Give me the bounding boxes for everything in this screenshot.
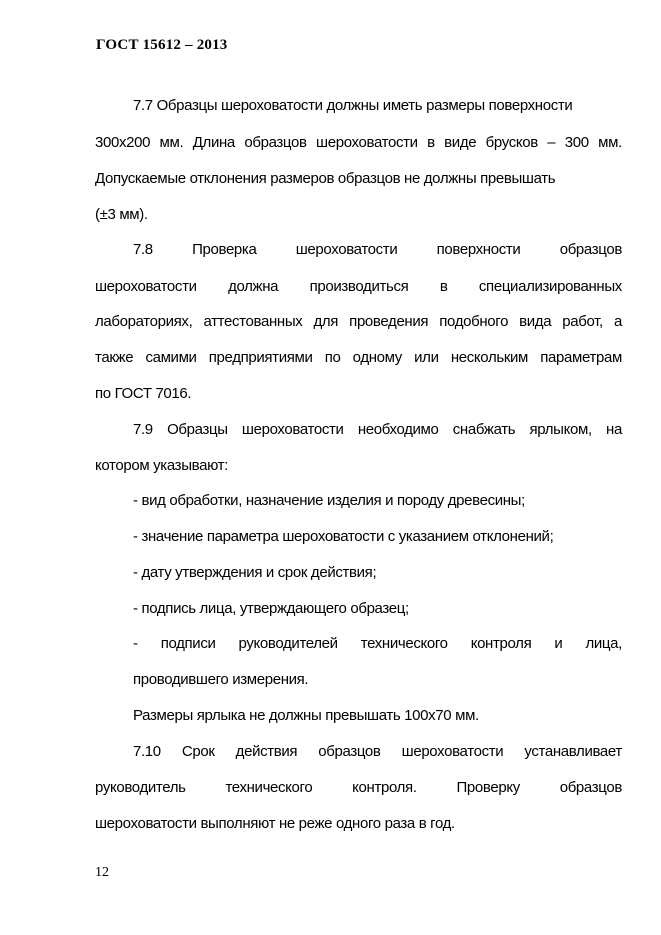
word: 300 — [564, 134, 589, 151]
word: одному — [352, 349, 402, 366]
list-item-approval-date: - дату утверждения и срок действия; — [133, 564, 377, 581]
word: 7.8 — [133, 241, 153, 258]
paragraph-7-10-line-2 — [95, 778, 622, 798]
word: шероховатости — [95, 278, 197, 295]
word: самими — [145, 349, 197, 366]
word: шероховатости — [401, 743, 504, 760]
paragraph-7-10-line-1 — [133, 742, 622, 762]
word: а — [613, 313, 622, 330]
word: брусков — [485, 134, 538, 151]
paragraph-7-9-line-2: котором указывают: — [95, 457, 228, 474]
word: специализированных — [478, 278, 622, 295]
word: мм. — [598, 134, 622, 151]
word: контроля — [470, 635, 532, 652]
paragraph-7-8-line-1 — [133, 240, 622, 260]
word: образцов — [559, 241, 622, 258]
word: виде — [444, 134, 477, 151]
word: предприятиями — [208, 349, 313, 366]
paragraph-7-7-line-1 — [133, 96, 622, 116]
list-item-supervisor-signatures-continued: проводившего измерения. — [133, 671, 309, 688]
word: 7.9 — [133, 421, 153, 438]
paragraph-7-9-line-1 — [133, 420, 622, 440]
word: или — [414, 349, 439, 366]
word: Проверка — [192, 241, 257, 258]
word: шероховатости — [316, 134, 418, 151]
word: лабораториях, — [95, 313, 193, 330]
word: - — [133, 635, 138, 652]
word: шероховатости — [295, 241, 398, 258]
word: образцов — [559, 779, 622, 796]
word: технического — [225, 779, 313, 796]
paragraph-7-8-line-3 — [95, 312, 622, 332]
list-item-parameter-value: - значение параметра шероховатости с указанием отклонений; — [133, 528, 554, 545]
word: действия — [235, 743, 298, 760]
word: проведения — [349, 313, 429, 330]
label-size-sentence: Размеры ярлыка не должны превышать 100х70 мм. — [133, 707, 479, 724]
word: Срок — [181, 743, 215, 760]
word: также — [95, 349, 134, 366]
paragraph-7-8-line-2 — [95, 277, 622, 297]
word: поверхности — [436, 241, 521, 258]
word: вида — [519, 313, 552, 330]
word: лица, — [585, 635, 622, 652]
paragraph-7-10-line-3: шероховатости выполняют не реже одного раза в год. — [95, 815, 455, 832]
word: аттестованных — [203, 313, 303, 330]
word: в — [439, 278, 448, 295]
word: шероховатости — [241, 421, 344, 438]
word: для — [313, 313, 339, 330]
word: Проверку — [456, 779, 520, 796]
word: 300х200 — [95, 134, 151, 151]
word: на — [606, 421, 622, 438]
word: в — [427, 134, 435, 151]
word: по — [324, 349, 341, 366]
word: подобного — [439, 313, 509, 330]
paragraph-7-7-line-2 — [95, 133, 622, 153]
word: руководителей — [238, 635, 338, 652]
paragraph-7-7-line-4: (±3 мм). — [95, 206, 148, 223]
word: образцов — [318, 743, 381, 760]
word: технического — [360, 635, 448, 652]
word: ярлыком, — [529, 421, 592, 438]
word: должна — [228, 278, 279, 295]
word: контроля. — [352, 779, 417, 796]
word: работ, — [562, 313, 603, 330]
word: мм. — [159, 134, 184, 151]
paragraph-7-8-line-4 — [95, 348, 622, 368]
word: 7.10 — [133, 743, 161, 760]
list-item-supervisor-signatures — [133, 634, 622, 654]
page-number: 12 — [95, 865, 109, 880]
word: Длина — [192, 134, 235, 151]
word: производиться — [309, 278, 409, 295]
word: параметрам — [540, 349, 622, 366]
word: снабжать — [452, 421, 516, 438]
word: образцов — [244, 134, 307, 151]
word: 7.7 Образцы шероховатости должны иметь размеры поверхности — [133, 97, 573, 114]
list-item-signature: - подпись лица, утверждающего образец; — [133, 600, 409, 617]
paragraph-7-7-line-3: Допускаемые отклонения размеров образцов не должны превышать — [95, 170, 556, 187]
word: необходимо — [357, 421, 439, 438]
list-item-processing-type: - вид обработки, назначение изделия и породу древесины; — [133, 492, 525, 509]
word: устанавливает — [524, 743, 622, 760]
word: нескольким — [450, 349, 529, 366]
paragraph-7-8-line-5: по ГОСТ 7016. — [95, 385, 192, 402]
word: руководитель — [95, 779, 186, 796]
word: и — [554, 635, 563, 652]
document-header: ГОСТ 15612 – 2013 — [96, 37, 228, 53]
word: Образцы — [167, 421, 228, 438]
word: – — [547, 134, 556, 151]
word: подписи — [160, 635, 216, 652]
